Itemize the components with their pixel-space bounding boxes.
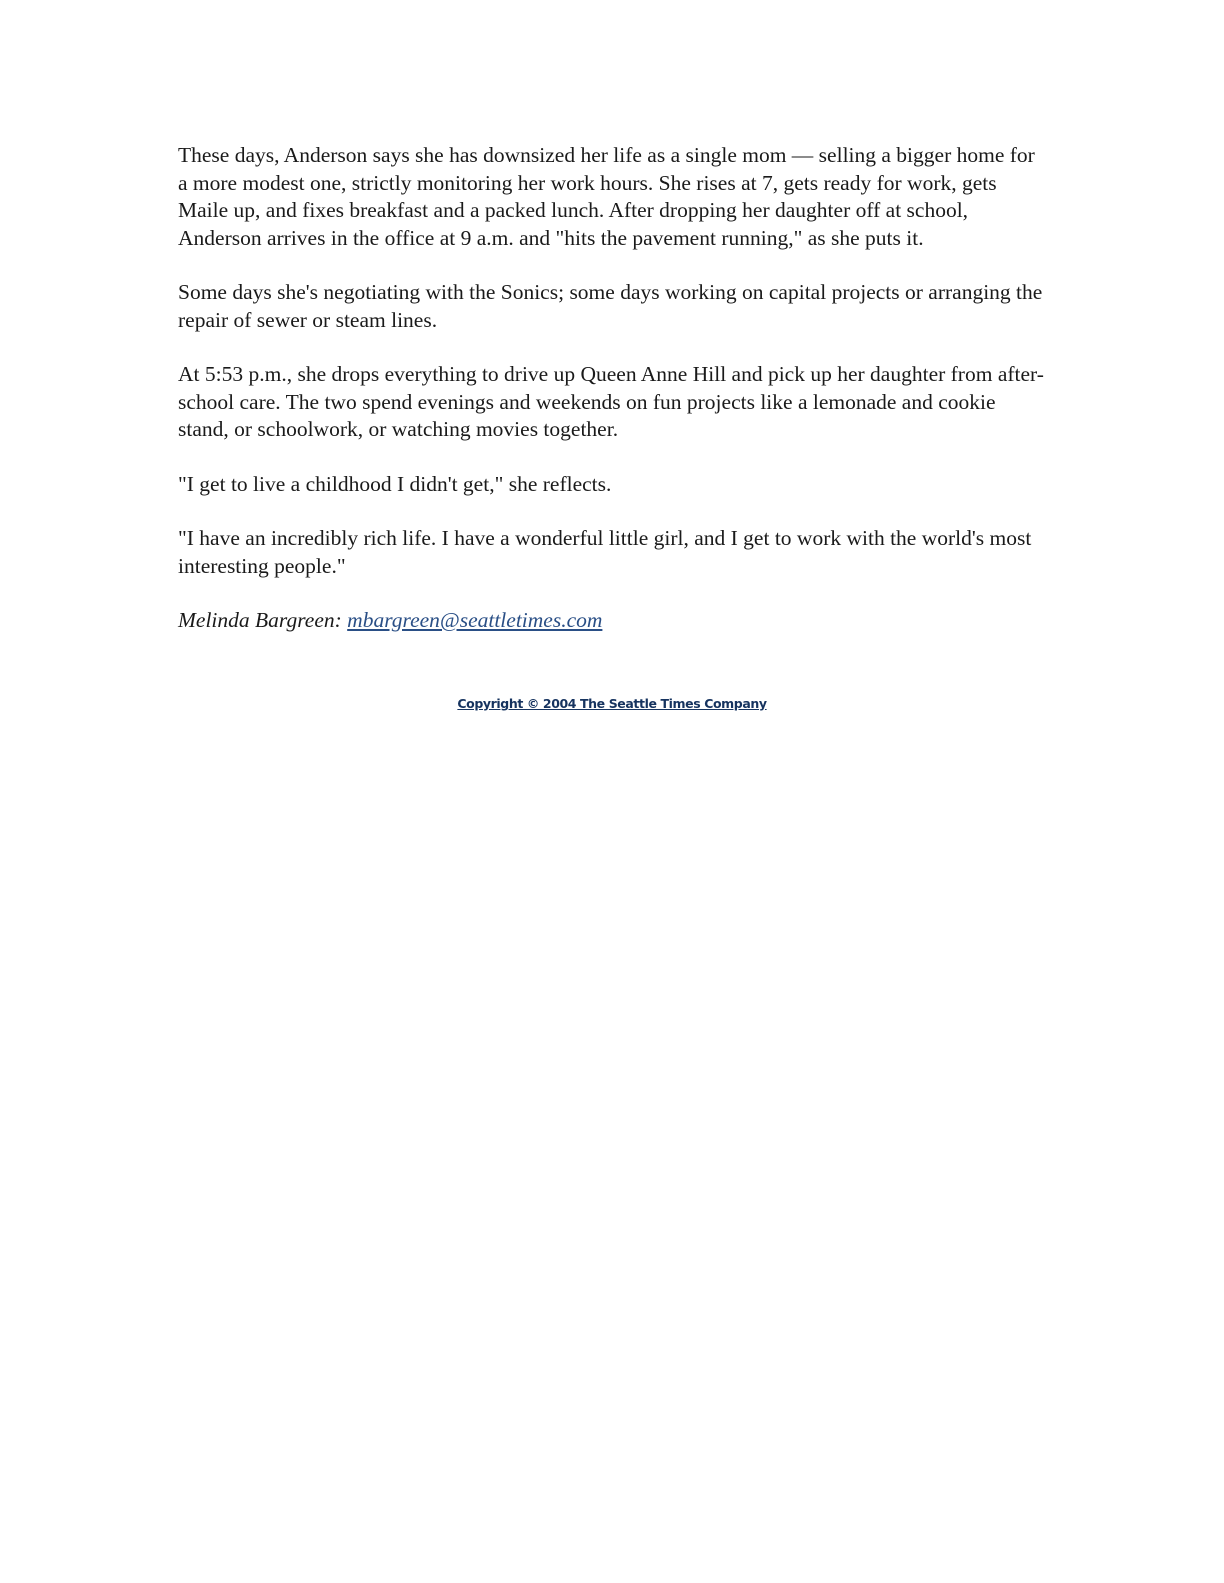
article-paragraph: "I have an incredibly rich life. I have a wonderful little girl, and I get to work with the world's most interesting people." bbox=[178, 526, 1032, 578]
article-body bbox=[178, 142, 1048, 662]
article-paragraph: "I get to live a childhood I didn't get," she reflects. bbox=[178, 471, 612, 496]
article-paragraph: Some days she's negotiating with the Sonics; some days working on capital projects or arranging the repair of sewer or steam lines. bbox=[178, 280, 1043, 332]
author-email-link[interactable]: mbargreen@seattletimes.com bbox=[347, 608, 603, 632]
article-paragraph: These days, Anderson says she has downsized her life as a single mom — selling a bigger home for a more modest one, strictly monitoring her work hours. She rises at 7, gets ready for work, gets Maile up, and fixes breakfast and a packed lunch. After dropping her daughter off at school, Anderson arrives in the office at 9 a.m. and "hits the pavement running," as she puts it. bbox=[178, 143, 1035, 250]
copyright-footer bbox=[0, 696, 1224, 711]
byline-author: Melinda Bargreen: bbox=[178, 608, 348, 632]
byline bbox=[178, 607, 1048, 635]
copyright-link[interactable]: Copyright © 2004 The Seattle Times Company bbox=[457, 696, 767, 711]
article-paragraph: At 5:53 p.m., she drops everything to drive up Queen Anne Hill and pick up her daughter from after-school care. The two spend evenings and weekends on fun projects like a lemonade and cookie stand, or schoolwork, or watching movies together. bbox=[178, 362, 1044, 441]
